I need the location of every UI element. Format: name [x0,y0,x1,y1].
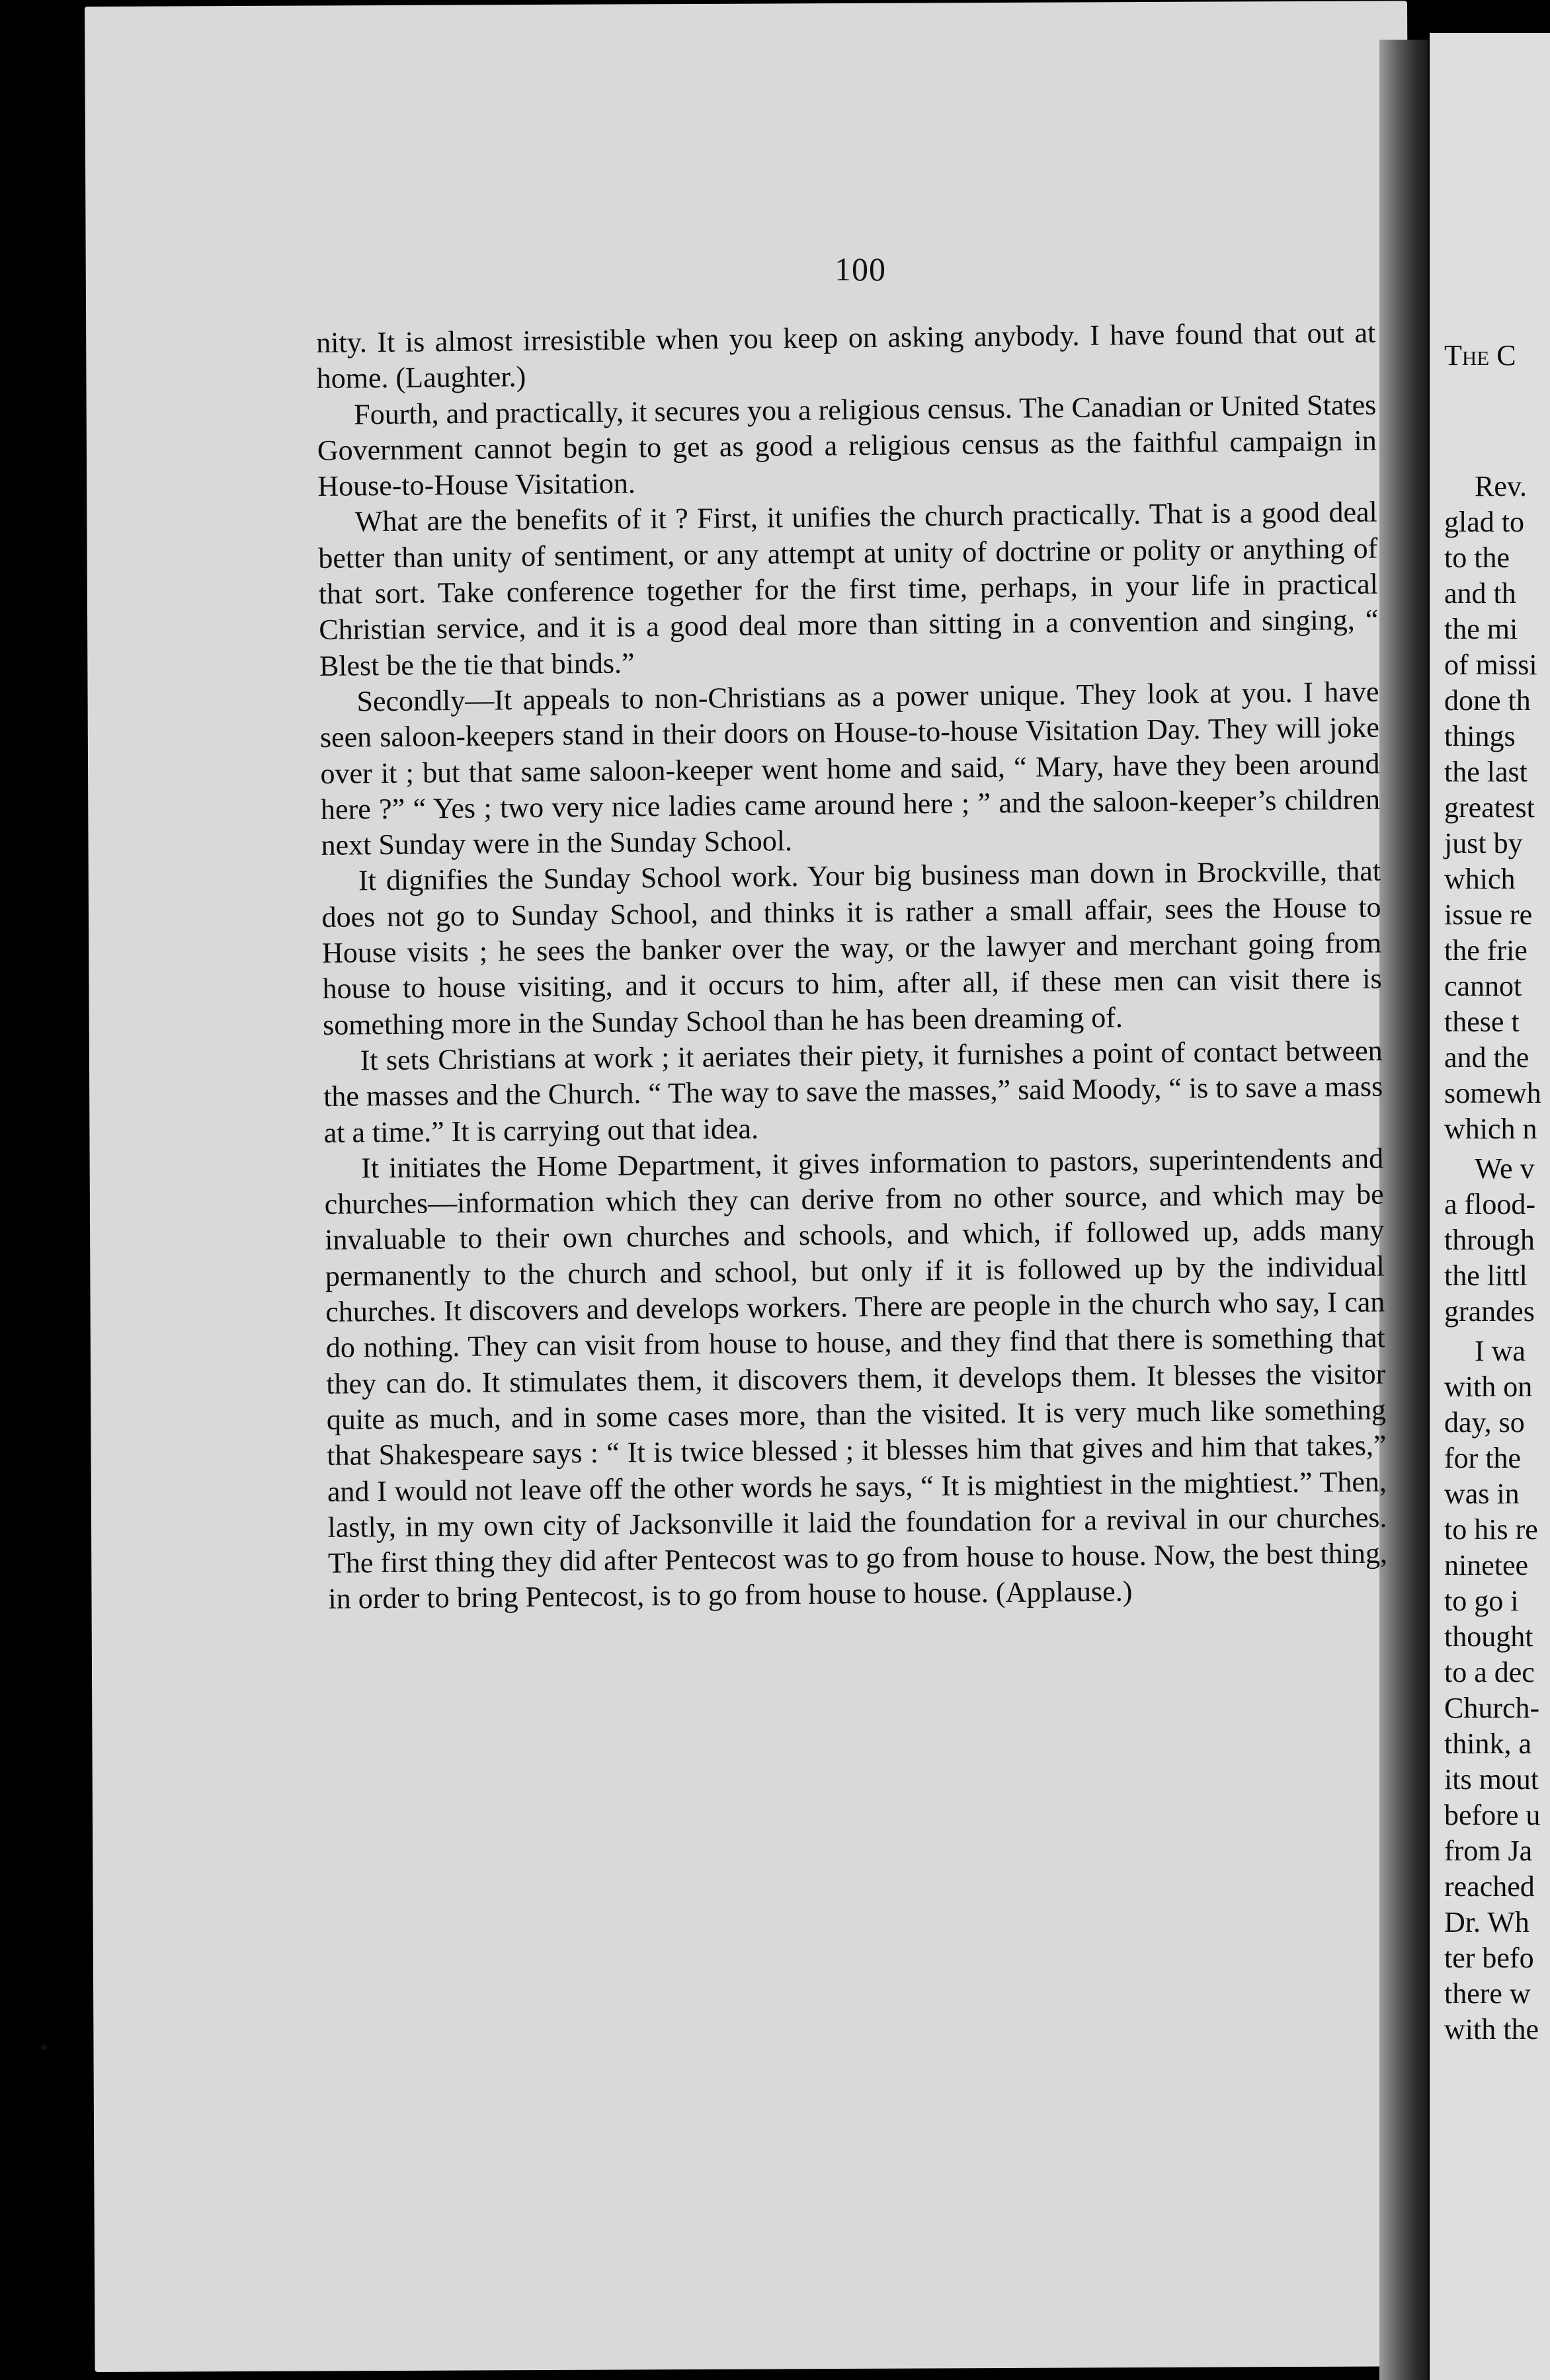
right-line: to his re [1444,1513,1538,1546]
right-line: there w [1444,1977,1531,2010]
right-line: just by [1444,827,1523,859]
right-line: We v [1475,1152,1535,1185]
right-line: issue re [1444,898,1533,931]
paragraph: Fourth, and practically, it secures you a religious census. The Canadian or United States Government cannot begin to get as good a religious census as the faithful campaign in House-to-House Visitation. [317,388,1377,503]
right-line: and the [1444,1041,1530,1074]
right-line: with on [1444,1370,1533,1403]
right-line: cannot [1444,970,1522,1002]
ink-speck [41,2044,47,2050]
right-line: before u [1444,1799,1541,1831]
right-line: its mout [1444,1763,1539,1796]
paragraph: nity. It is almost irresistible when you keep on asking anybody. I have found that out at home. (Laughter.) [316,316,1376,395]
right-line: Rev. [1475,470,1528,502]
right-line: to the [1444,541,1510,574]
book-gutter [1379,40,1428,2380]
right-line: from Ja [1444,1835,1533,1867]
page-number: 100 [835,251,886,288]
right-line: which n [1444,1113,1537,1145]
right-line: The C [1444,339,1516,372]
paragraph: It initiates the Home Department, it gives information to pastors, superintendents and churches—information which they can derive from no other source, and which may be invaluable to their own churches and schools, and which, if followed up, adds many permanently to the church and school, but only if it is followed up by the individual churches. It discovers and develops workers. There are people in the church who say, I can do nothing. They can visit from house to house, and they find that there is something that they can do. It stimulates them, it discovers them, it develops them. It blesses the visitor quite as much, and in some cases more, than the visited. It is very much like something that Shakespeare says : “ It is twice blessed ; it blesses him that gives and him that takes,” and I would not leave off the other words he says, “ It is mightiest in the mightiest.” Then, lastly, in my own city of Jacksonville it laid the foundation for a revival in our churches. The first thing they did after Pentecost was to go from house to house. Now, the best thing, in order to bring Pentecost, is to go from house to house. (Applause.) [324,1142,1388,1616]
right-line: with the [1444,2013,1539,2045]
right-line: greatest [1444,791,1535,824]
right-line: I wa [1475,1335,1526,1367]
right-line: ter befo [1444,1942,1534,1974]
right-line: the mi [1444,613,1518,645]
right-line: through [1444,1224,1535,1256]
page-body-text [316,315,1388,1618]
right-line: the littl [1444,1259,1528,1292]
right-line: Church- [1444,1692,1540,1724]
right-page [1430,33,1550,2380]
right-line: for the [1444,1442,1522,1474]
right-line: the last [1444,756,1528,788]
right-line: the frie [1444,934,1528,967]
right-line: thought [1444,1620,1533,1653]
right-line: done th [1444,684,1531,717]
right-line: and th [1444,577,1516,610]
right-line: day, so [1444,1406,1525,1439]
right-line: ninetee [1444,1549,1529,1581]
right-line: glad to [1444,506,1524,538]
right-line: of missi [1444,649,1537,681]
right-line: to a dec [1444,1656,1535,1688]
right-line: to go i [1444,1585,1519,1617]
right-line: reached [1444,1870,1535,1903]
right-line: things [1444,720,1516,752]
paragraph: What are the benefits of it ? First, it unifies the church practically. That is a good deal better than unity of sentiment, or any attempt at unity of doctrine or polity or anything of that sort. Take conference together for the first time, perhaps, in your life in practical Christian service, and it is a good deal more than sitting in a convention and singing, “ Blest be the tie that binds.” [318,496,1379,682]
right-line: somewh [1444,1077,1541,1109]
right-line: was in [1444,1478,1520,1510]
right-line: Dr. Wh [1444,1906,1530,1938]
paragraph: It sets Christians at work ; it aeriates their piety, it furnishes a point of contact between the masses and the Church. “ The way to save the masses,” said Moody, “ is to save a mass at a time.” It is carrying out that idea. [323,1034,1383,1149]
paragraph: It dignifies the Sunday School work. Your big business man down in Brockville, that does not go to Sunday School, and thinks it is rather a small affair, sees the House to House visits ; he sees the banker over the way, or the lawyer and merchant going from house to house visiting, and it occurs to him, after all, if these men can visit there is something more in the Sunday School than he has been dreaming of. [321,855,1382,1041]
right-line: grandes [1444,1295,1535,1328]
right-line: think, a [1444,1727,1531,1760]
right-line: a flood- [1444,1188,1536,1220]
right-line: which [1444,863,1516,895]
paragraph: Secondly—It appeals to non-Christians as a power unique. They look at you. I have seen saloon-keepers stand in their doors on House-to-house Visitation Day. They will joke over it ; but that same saloon-keeper went home and said, “ Mary, have they been around here ?” “ Yes ; two very nice ladies came around here ; ” and the saloon-keeper’s children next Sunday were in the Sunday School. [319,675,1381,862]
right-line: these t [1444,1006,1520,1038]
